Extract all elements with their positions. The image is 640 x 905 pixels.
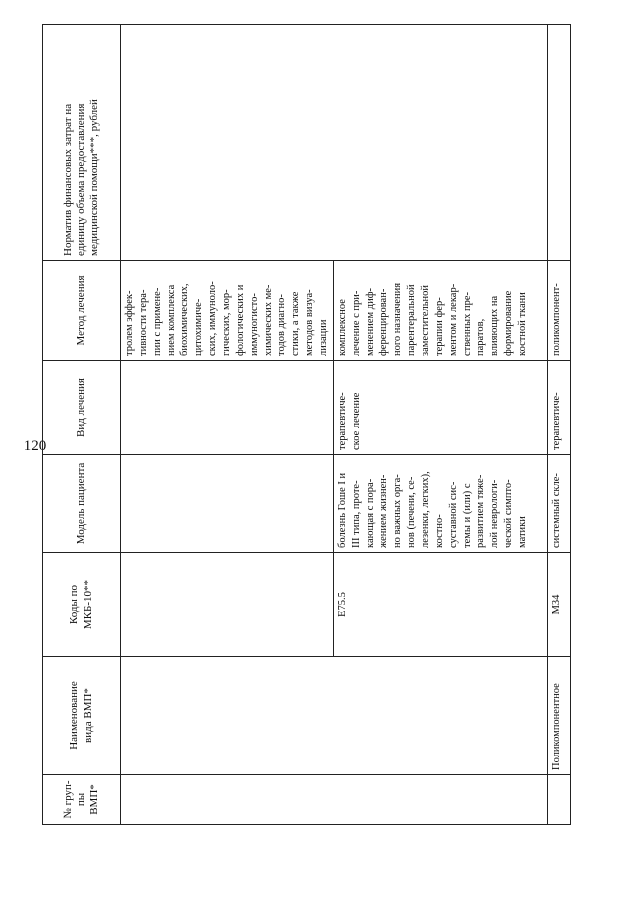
cell-norm bbox=[121, 25, 548, 261]
header-row bbox=[43, 25, 121, 825]
vmp-table bbox=[42, 24, 571, 825]
cell-name bbox=[121, 657, 548, 775]
header-codes: Коды по МКБ-10** bbox=[43, 553, 121, 657]
cell-model: системный скле- bbox=[547, 455, 570, 553]
table-row bbox=[121, 25, 334, 825]
rotated-page bbox=[42, 25, 562, 825]
cell-norm bbox=[547, 25, 570, 261]
cell-model: болезнь Гоше I и III типа, проте- кающая с пора- жением жизнен- но важных орга- нов (печени, се- лезенки, легких), костно- суставной сис- темы и (или) с развитием тяже- лой неврологи- ческой симпто- матики bbox=[333, 455, 547, 553]
header-treatment-type: Вид лечения bbox=[43, 361, 121, 455]
cell-group bbox=[547, 775, 570, 825]
cell-method: тролем эффек- тивности тера- пии с примене- нием комплекса биохимических, цитохимиче- ских, иммуноло- гических, мор- фологических и иммуногисто- химических ме- тодов диагно- стики, а также методов визуа- лизации bbox=[121, 261, 334, 361]
header-norm: Норматив финансовых затрат на единицу объема предоставления медицинской помощи***, рублей bbox=[43, 25, 121, 261]
cell-code bbox=[121, 553, 334, 657]
header-name: Наименование вида ВМП* bbox=[43, 657, 121, 775]
cell-code: E75.5 bbox=[333, 553, 547, 657]
cell-code: M34 bbox=[547, 553, 570, 657]
page-number: 120 bbox=[23, 438, 47, 454]
cell-method: поликомпонент- bbox=[547, 261, 570, 361]
cell-group bbox=[121, 775, 548, 825]
cell-method: комплексное лечение с при- менением диф- ференцирован- ного назначения парентеральной заместительной терапии фер- ментом и лекар- ственных пре- паратов, влияющих на формирование костной ткани bbox=[333, 261, 547, 361]
cell-treatment-type: терапевтиче- bbox=[547, 361, 570, 455]
table-row bbox=[547, 25, 570, 825]
cell-treatment-type: терапевтиче- ское лечение bbox=[333, 361, 547, 455]
header-method: Метод лечения bbox=[43, 261, 121, 361]
cell-treatment-type bbox=[121, 361, 334, 455]
header-model: Модель пациента bbox=[43, 455, 121, 553]
cell-model bbox=[121, 455, 334, 553]
header-group: № груп- пы ВМП* bbox=[43, 775, 121, 825]
cell-name: Поликомпонентное bbox=[547, 657, 570, 775]
